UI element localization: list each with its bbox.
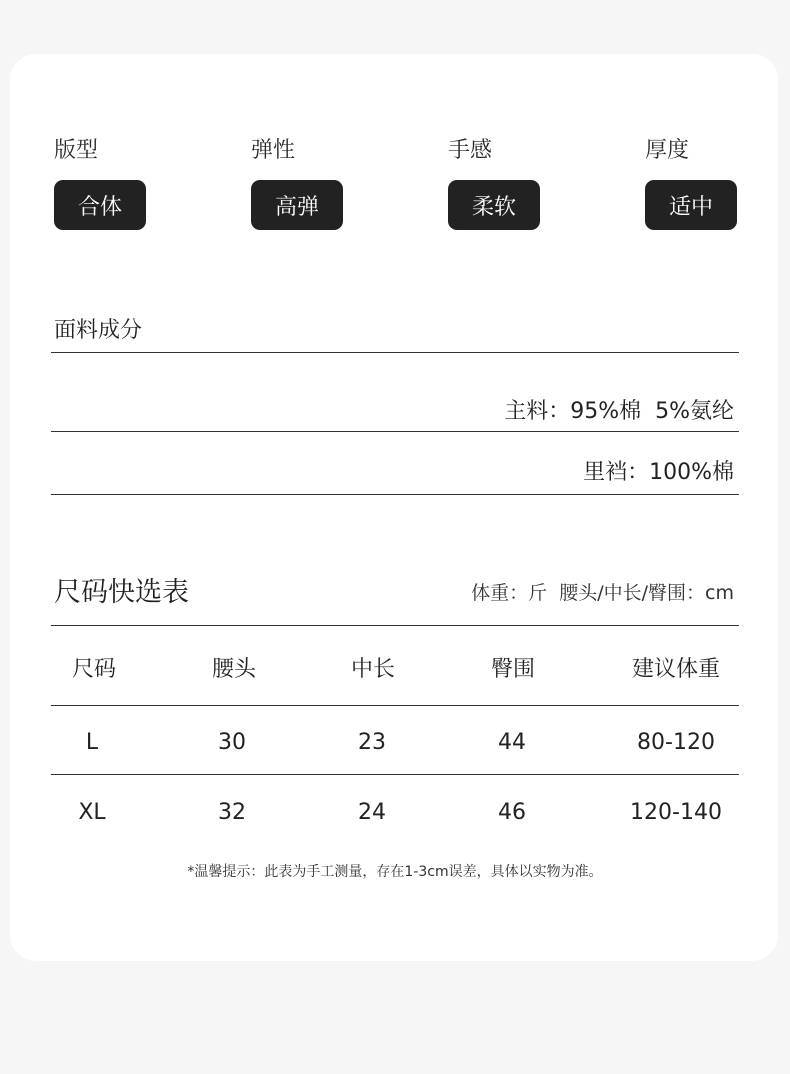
table-cell: L: [85, 730, 99, 755]
attribute-label: 版型: [54, 138, 99, 163]
divider: [51, 494, 739, 495]
table-cell: 44: [498, 730, 526, 755]
table-cell: 32: [218, 800, 246, 825]
table-cell: 80-120: [637, 730, 715, 755]
attribute-elasticity: [251, 136, 391, 230]
divider: [51, 431, 739, 432]
table-cell: 120-140: [630, 800, 722, 825]
attribute-label: 厚度: [645, 138, 690, 163]
attribute-value-pill: 适中: [645, 180, 737, 230]
divider: [51, 774, 739, 775]
divider: [51, 705, 739, 706]
header-cell-length: 中长: [350, 657, 395, 682]
header-cell-weight: 建议体重: [631, 657, 720, 682]
fabric-main-material: 主料：95%棉 5%氨纶: [504, 399, 734, 424]
attribute-hand-feel: [448, 136, 588, 230]
header-cell-size: 尺码: [71, 657, 116, 682]
attribute-value-pill: 柔软: [448, 180, 540, 230]
attribute-fit: [54, 136, 194, 230]
table-cell: 46: [498, 800, 526, 825]
divider: [51, 352, 739, 353]
table-cell: 23: [358, 730, 386, 755]
table-cell: XL: [78, 800, 106, 825]
fabric-lining-material: 里裆：100%棉: [583, 460, 734, 485]
attribute-label: 弹性: [251, 138, 296, 163]
size-chart-units: 体重：斤 腰头/中长/臀围：cm: [471, 582, 734, 604]
attribute-value-pill: 合体: [54, 180, 146, 230]
size-chart-title: 尺码快选表: [54, 577, 189, 608]
header-cell-hip: 臀围: [490, 657, 535, 682]
divider: [51, 625, 739, 626]
measurement-note: *温馨提示：此表为手工测量，存在1-3cm误差，具体以实物为准。: [187, 864, 603, 880]
attribute-value-pill: 高弹: [251, 180, 343, 230]
header-cell-waist: 腰头: [211, 657, 256, 682]
fabric-section-title: 面料成分: [54, 318, 143, 343]
attribute-label: 手感: [448, 138, 493, 163]
table-cell: 24: [358, 800, 386, 825]
table-cell: 30: [218, 730, 246, 755]
attribute-thickness: [645, 136, 785, 230]
